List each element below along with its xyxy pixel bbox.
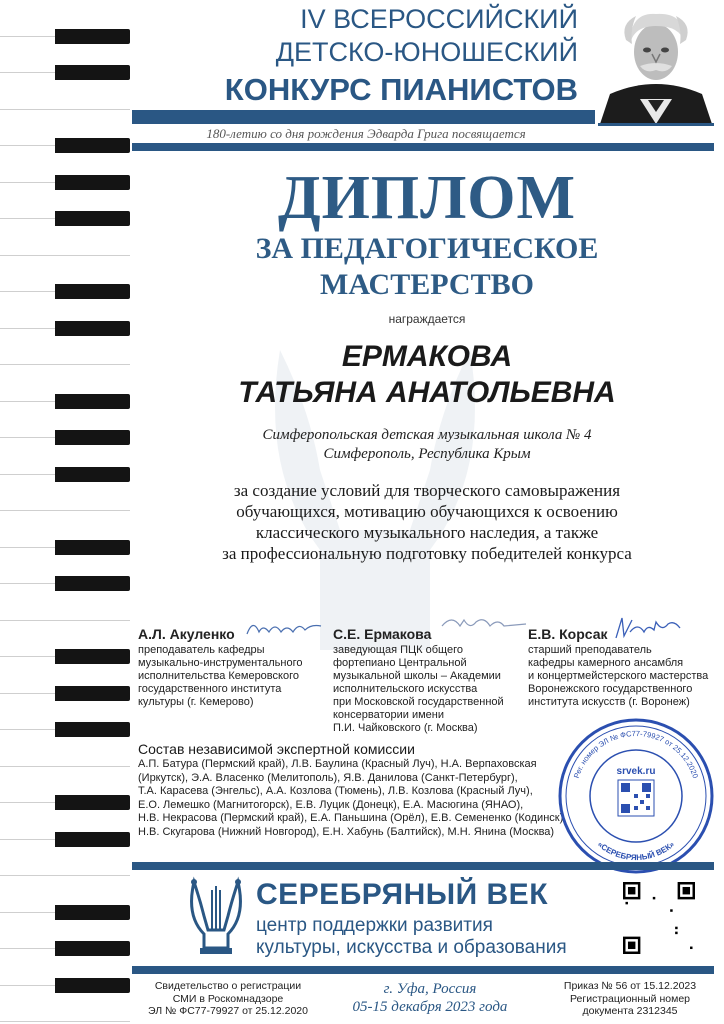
piano-black-key (55, 467, 130, 482)
signer-title-line: музыкальной школы – Академии (333, 670, 501, 682)
signer-title-line: и концертмейстерского мастерства (528, 670, 709, 682)
event-date: 05-15 декабря 2023 года (352, 999, 508, 1015)
recipient-given-names: ТАТЬЯНА АНАТОЛЬЕВНА (238, 376, 616, 409)
event-place-date (330, 980, 530, 1016)
signature-block-ermakova (333, 628, 523, 735)
diploma-category-line-2: МАСТЕРСТВО (320, 268, 534, 301)
award-reason (150, 480, 704, 564)
composer-portrait (600, 4, 712, 124)
registration-info (138, 980, 318, 1018)
handwritten-signature-1 (245, 614, 325, 642)
signer-title-line: государственного института (138, 683, 282, 695)
commission-line: Н.В. Скугарова (Нижний Новгород), Е.Н. Хабунь (Балтийск), М.Н. Янина (Москва) (138, 825, 555, 838)
piano-black-key (55, 941, 130, 956)
signer-name: С.Е. Ермакова (333, 626, 432, 642)
official-stamp (556, 716, 716, 876)
signer-title-line: исполнительского искусства (333, 683, 478, 695)
piano-black-key (55, 686, 130, 701)
reason-line: за создание условий для творческого самовыражения (233, 481, 621, 500)
diploma-title: ДИПЛОМ (277, 164, 577, 232)
piano-black-key (55, 65, 130, 80)
piano-black-key (55, 795, 130, 810)
footer-subtitle-1: центр поддержки развития (256, 915, 493, 936)
handwritten-signature-2 (438, 612, 528, 638)
piano-black-key (55, 29, 130, 44)
order-line: Регистрационный номер (570, 992, 690, 1005)
signer-title-line: заведующая ПЦК общего (333, 644, 463, 656)
stamp-qr-icon (618, 780, 654, 816)
school-location: Симферополь, Республика Крым (323, 446, 531, 462)
svg-text:«СЕРЕБРЯНЫЙ ВЕК»: «СЕРЕБРЯНЫЙ ВЕК» (595, 839, 677, 863)
stamp-site: srvek.ru (616, 766, 656, 777)
piano-black-key (55, 211, 130, 226)
piano-black-key (55, 832, 130, 847)
signer-title-line: П.И. Чайковского (г. Москва) (333, 722, 478, 734)
order-info (545, 980, 715, 1018)
footer-bar-top (132, 862, 714, 870)
commission-list (138, 758, 578, 840)
qr-code-icon (623, 882, 695, 954)
signer-title-line: Воронежского государственного (528, 683, 693, 695)
piano-black-key (55, 905, 130, 920)
handwritten-signature-3 (612, 614, 684, 644)
footer-bar-bottom (132, 966, 714, 974)
signer-title-line: при Московской государственной (333, 696, 504, 708)
header-bar-right (598, 123, 714, 126)
signer-title-line: исполнительства Кемеровского (138, 670, 299, 682)
reason-line: классического музыкального наследия, а также (255, 523, 599, 542)
diploma-category-line-1: ЗА ПЕДАГОГИЧЕСКОЕ (255, 232, 599, 265)
event-place: г. Уфа, Россия (383, 981, 477, 997)
piano-black-key (55, 394, 130, 409)
order-line: документа 2312345 (582, 1005, 678, 1017)
piano-keys-decoration (0, 0, 130, 1024)
school-name: Симферопольская детская музыкальная школа № 4 (262, 427, 592, 443)
signer-title-line: культуры (г. Кемерово) (138, 696, 254, 708)
reason-line: обучающихся, мотивацию обучающихся к освоению (236, 502, 618, 521)
header-bar-bottom (132, 143, 714, 151)
piano-black-key (55, 576, 130, 591)
signer-name: А.Л. Акуленко (138, 626, 235, 642)
signer-title-line: старший преподаватель (528, 644, 652, 656)
footer-subtitle-2: культуры, искусства и образования (256, 937, 567, 958)
commission-line: Т.А. Карасева (Энгельс), А.А. Козлова (Тюмень), Л.В. Козлова (Красный Луч), (138, 785, 533, 798)
dedication-text: 180-летию со дня рождения Эдварда Грига посвящается (206, 126, 526, 141)
signer-title-line: консерватории имени (333, 709, 444, 721)
commission-line: А.П. Батура (Пермский край), Л.В. Баулина (Красный Луч), Н.А. Верпаховская (138, 758, 537, 770)
piano-black-key (55, 430, 130, 445)
awarded-label: награждается (388, 312, 466, 326)
piano-black-key (55, 649, 130, 664)
lyre-icon (186, 876, 246, 956)
header-line-1: IV ВСЕРОССИЙСКИЙ (300, 4, 578, 34)
svg-text:Рег. номер ЭЛ № ФС77-79927 от: Рег. номер ЭЛ № ФС77-79927 от 25.12.2020 (571, 728, 701, 780)
registration-line: ЭЛ № ФС77-79927 от 25.12.2020 (148, 1005, 308, 1017)
recipient-surname: ЕРМАКОВА (341, 340, 513, 373)
commission-line: Н.В. Некрасова (Пермский край), Е.А. Паньшина (Орёл), Е.В. Семененко (Кодинск), (138, 812, 567, 825)
piano-black-key (55, 175, 130, 190)
reason-line: за профессиональную подготовку победителей конкурса (222, 544, 632, 563)
piano-black-key (55, 540, 130, 555)
footer-brand: СЕРЕБРЯНЫЙ ВЕК (256, 878, 548, 911)
piano-black-key (55, 321, 130, 336)
commission-line: (Иркутск), Э.А. Власенко (Мелитополь), Я.В. Данилова (Санкт-Петербург), (138, 771, 518, 784)
registration-line: СМИ в Роскомнадзоре (172, 992, 284, 1005)
order-line: Приказ № 56 от 15.12.2023 (563, 980, 697, 992)
signer-title-line: фортепиано Центральной (333, 657, 467, 669)
header-line-2: ДЕТСКО-ЮНОШЕСКИЙ (275, 37, 578, 67)
header-bar-top (132, 110, 595, 124)
piano-black-key (55, 138, 130, 153)
header-line-3: КОНКУРС ПИАНИСТОВ (224, 72, 578, 107)
signer-title-line: преподаватель кафедры (138, 644, 265, 656)
piano-black-key (55, 284, 130, 299)
signer-title-line: музыкально-инструментального (138, 657, 303, 669)
signer-title-line: института искусств (г. Воронеж) (528, 696, 690, 708)
signer-title-line: кафедры камерного ансамбля (528, 657, 684, 669)
piano-black-key (55, 978, 130, 993)
registration-line: Свидетельство о регистрации (154, 980, 302, 992)
piano-black-key (55, 722, 130, 737)
commission-title: Состав независимой экспертной комиссии (138, 741, 415, 757)
signer-name: Е.В. Корсак (528, 626, 608, 642)
commission-line: Е.О. Лемешко (Магнитогорск), Е.В. Луцик (Донецк), Е.А. Масюгина (ЯНАО), (138, 798, 524, 811)
